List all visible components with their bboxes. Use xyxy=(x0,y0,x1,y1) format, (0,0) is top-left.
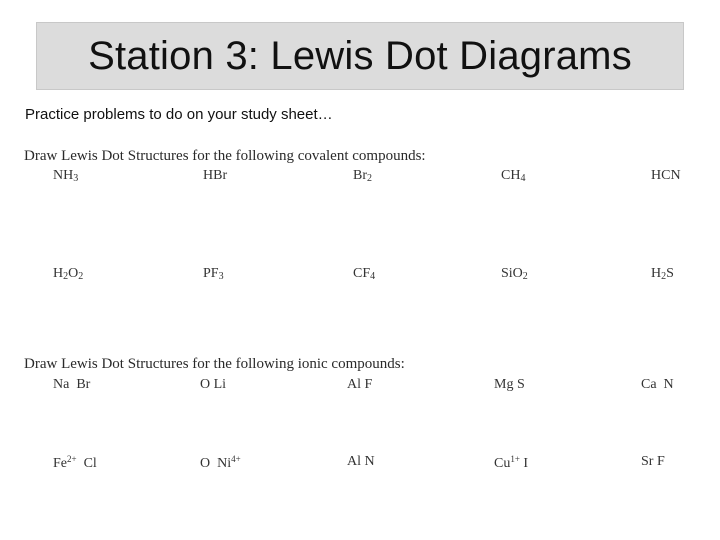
ionic-compound: Al F xyxy=(347,377,373,392)
covalent-compound: $H_2S$ xyxy=(651,266,674,282)
ionic-compound: O $Ni^{4+}$ xyxy=(200,454,241,471)
covalent-compound: $H_2O_2$ xyxy=(53,266,84,282)
covalent-row-2 xyxy=(0,266,720,286)
covalent-compound: HCN xyxy=(651,168,681,183)
ionic-compound: Ca N xyxy=(641,377,674,392)
covalent-row-1 xyxy=(0,168,720,188)
ionic-compound: $Cu^{1+}$ I xyxy=(494,454,529,471)
subtitle: Practice problems to do on your study sheet… xyxy=(25,106,333,123)
ionic-row-2 xyxy=(0,454,720,474)
covalent-compound: SiO$_2$ xyxy=(501,266,528,282)
ionic-compound: Sr F xyxy=(641,454,665,469)
covalent-compound: $NH_3$ xyxy=(53,168,79,184)
title-banner xyxy=(36,22,684,90)
page-title: Station 3: Lewis Dot Diagrams xyxy=(88,33,632,78)
ionic-compound: Na Br xyxy=(53,377,91,392)
ionic-compound: Al N xyxy=(347,454,375,469)
covalent-heading: Draw Lewis Dot Structures for the following covalent compounds: xyxy=(24,148,426,164)
ionic-compound: $Fe^{2+}$ Cl xyxy=(53,454,97,471)
ionic-compound: O Li xyxy=(200,377,227,392)
ionic-heading: Draw Lewis Dot Structures for the following ionic compounds: xyxy=(24,356,405,372)
covalent-compound: $CH_4$ xyxy=(501,168,526,184)
covalent-compound: $CF_4$ xyxy=(353,266,376,282)
ionic-row-1 xyxy=(0,377,720,397)
covalent-compound: $Br_2$ xyxy=(353,168,372,184)
covalent-compound: $PF_3$ xyxy=(203,266,224,282)
ionic-compound: Mg S xyxy=(494,377,525,392)
covalent-compound: HBr xyxy=(203,168,228,183)
